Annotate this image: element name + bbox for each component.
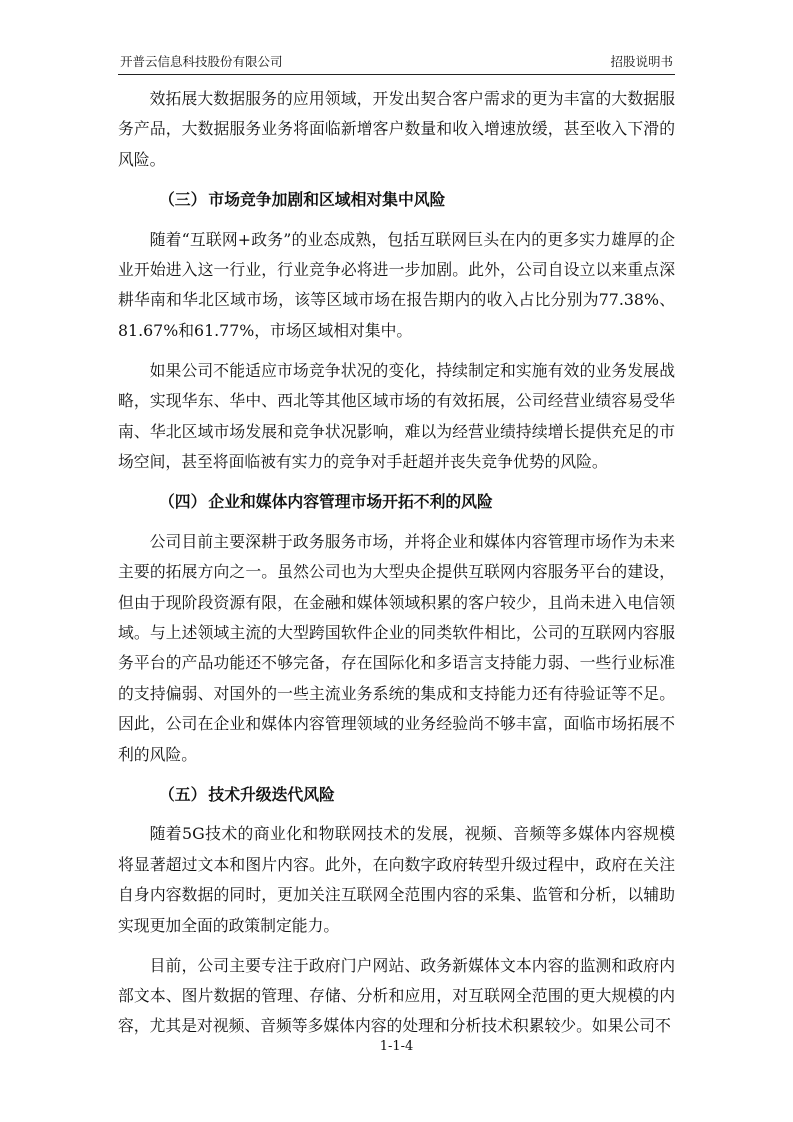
page-content [118,84,675,1051]
paragraph: 如果公司不能适应市场竞争状况的变化，持续制定和实施有效的业务发展战略，实现华东、华中、西北等其他区域市场的有效拓展，公司经营业绩容易受华南、华北区域市场发展和竞争状况影响，难以为经营业绩持续增长提供充足的市场空间，甚至将面临被有实力的竞争对手赶超并丧失竞争优势的风险。 [118,360,675,471]
paragraph-continuation: 效拓展大数据服务的应用领域，开发出契合客户需求的更为丰富的大数据服务产品，大数据服务业务将面临新增客户数量和收入增速放缓，甚至收入下滑的风险。 [118,89,675,169]
section-heading-number: （三） [159,189,207,209]
page-number: 1-1-4 [379,1039,414,1054]
section-heading-title: 技术升级迭代风险 [208,784,335,804]
paragraph: 随着5G技术的商业化和物联网技术的发展，视频、音频等多媒体内容规模将显著超过文本和图片内容。此外，在向数字政府转型升级过程中，政府在关注自身内容数据的同时，更加关注互联网全范围内容的采集、监管和分析，以辅助实现更加全面的政策制定能力。 [118,824,675,935]
section-heading-5 [118,780,675,810]
section-heading-3 [118,185,675,215]
paragraph: 公司目前主要深耕于政务服务市场，并将企业和媒体内容管理市场作为未来主要的拓展方向之一。虽然公司也为大型央企提供互联网内容服务平台的建设，但由于现阶段资源有限，在金融和媒体领域积累的客户较少，且尚未进入电信领域。与上述领域主流的大型跨国软件企业的同类软件相比，公司的互联网内容服务平台的产品功能还不够完备，存在国际化和多语言支持能力弱、一些行业标准的支持偏弱、对国外的一些主流业务系统的集成和支持能力还有待验证等不足。因此，公司在企业和媒体内容管理领域的业务经验尚不够丰富，面临市场拓展不利的风险。 [118,531,675,764]
header-company-name: 开普云信息科技股份有限公司 [120,54,283,69]
paragraph: 目前，公司主要专注于政府门户网站、政务新媒体文本内容的监测和政府内部文本、图片数据的管理、存储、分析和应用，对互联网全范围的更大规模的内容，尤其是对视频、音频等多媒体内容的处理和分析技术积累较少。如果公司不 [118,955,675,1036]
section-heading-title: 市场竞争加剧和区域相对集中风险 [208,189,446,209]
section-heading-title: 企业和媒体内容管理市场开拓不利的风险 [208,491,493,511]
header-document-type: 招股说明书 [610,54,673,69]
section-heading-number: （五） [159,784,207,804]
paragraph: 随着“互联网+政务”的业态成熟，包括互联网巨头在内的更多实力雄厚的企业开始进入这一行业，行业竞争必将进一步加剧。此外，公司自设立以来重点深耕华南和华北区域市场，该等区域市场在报告期内的收入占比分别为77.38%、81.67%和61.77%，市场区域相对集中。 [118,229,675,340]
section-heading-4 [118,487,675,517]
section-heading-number: （四） [159,491,207,511]
page-header [118,50,675,75]
